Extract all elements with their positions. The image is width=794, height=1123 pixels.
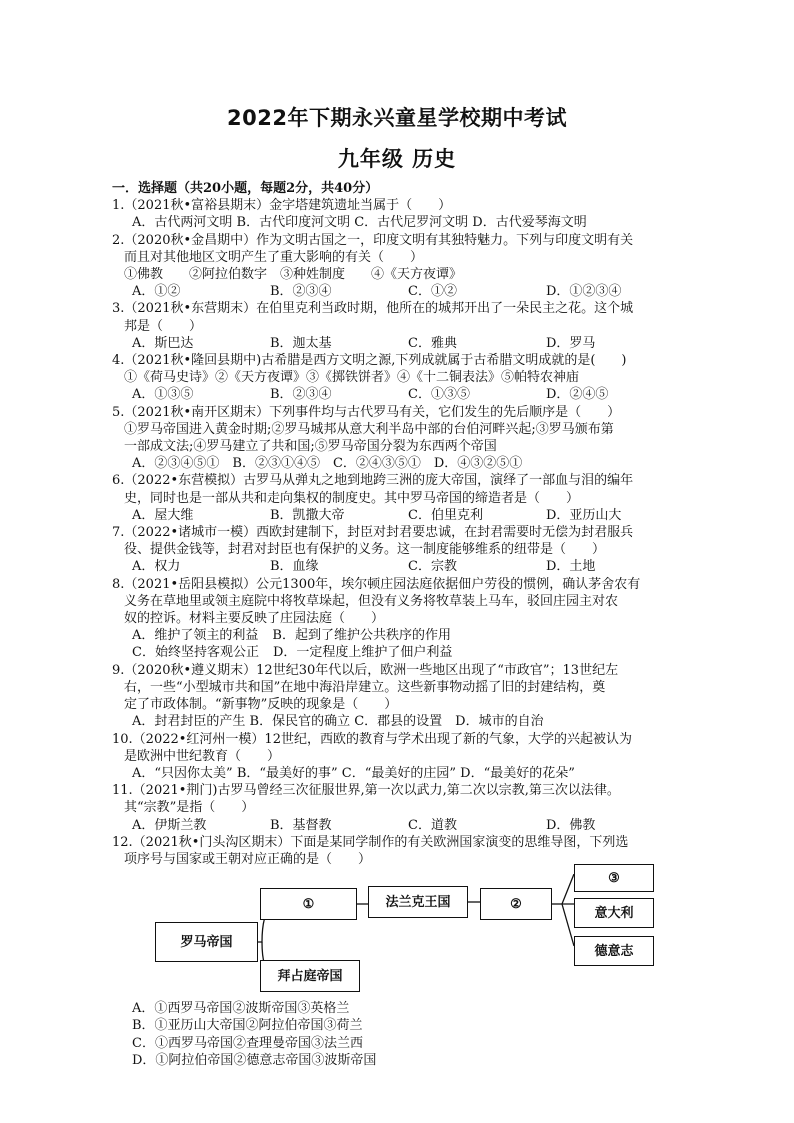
exam-subtitle: 九年级 历史 xyxy=(337,147,457,171)
question-text: 其“宗教”是指（ ） xyxy=(124,800,255,816)
question-8 xyxy=(112,576,697,662)
question-text: 11.（2021•荆门)古罗马曾经三次征服世界,第一次以武力,第二次以宗教,第三次以法律。 xyxy=(112,783,620,799)
question-options xyxy=(112,283,697,300)
question-text: 是欧洲中世纪教育（ ） xyxy=(124,748,281,764)
option-b: B．①亚历山大帝国②阿拉伯帝国③荷兰 xyxy=(132,1018,363,1034)
question-options: A．封君封臣的产生 B．保民官的确立 C．郡县的设置 D．城市的自治 xyxy=(132,714,544,730)
exam-title: 2022年下期永兴童星学校期中考试 xyxy=(227,106,567,130)
question-7 xyxy=(112,524,697,576)
option-b: B．②③④ xyxy=(270,284,332,300)
option-d: D．罗马 xyxy=(546,335,596,351)
option-a: A．斯巴达 xyxy=(132,335,194,351)
question-options xyxy=(112,817,697,834)
option-a: A．屋大维 xyxy=(132,507,194,523)
question-text: 而且对其他地区文明产生了重大影响的有关（ ） xyxy=(124,249,424,265)
option-d: D．亚历山大 xyxy=(546,507,622,523)
question-12 xyxy=(112,834,697,1069)
question-text: 12.（2021秋•门头沟区期末）下面是某同学制作的有关欧洲国家演变的思维导图，下列选 xyxy=(112,834,629,850)
option-a: A．维护了领主的利益 xyxy=(132,628,259,644)
option-a: A．伊斯兰教 xyxy=(132,817,207,833)
question-10 xyxy=(112,731,697,783)
question-options xyxy=(112,335,697,352)
node-byzantine-empire: 拜占庭帝国 xyxy=(260,960,360,992)
question-text: 6.（2022•东营模拟）古罗马从弹丸之地到地跨三洲的庞大帝国，演绎了一部血与泪的编年 xyxy=(112,473,634,489)
node-italy: 意大利 xyxy=(574,898,654,928)
question-text: 10.（2022•红河州一模）12世纪，西欧的教育与学术出现了新的气象，大学的兴起被认为 xyxy=(112,731,632,747)
option-d: D．土地 xyxy=(546,559,596,575)
question-text: 3.（2021秋•东营期末）在伯里克利当政时期，他所在的城邦开出了一朵民主之花。这个城 xyxy=(112,301,634,317)
question-options xyxy=(112,558,697,575)
option-c: C．道教 xyxy=(408,817,457,833)
option-b: B．血缘 xyxy=(270,559,319,575)
question-text: 邦是（ ） xyxy=(124,318,203,334)
option-c: C．伯里克利 xyxy=(408,507,483,523)
section-heading: 一．选择题（共20小题，每题2分，共40分） xyxy=(112,181,379,196)
question-options xyxy=(112,386,697,403)
option-d: D．②④⑤ xyxy=(546,387,609,403)
question-9 xyxy=(112,662,697,731)
question-text: 役、提供金钱等，封君对封臣也有保护的义务。这一制度能够维系的纽带是（ ） xyxy=(124,542,606,558)
option-c: C．始终坚持客观公正 xyxy=(132,645,259,661)
question-text: 一部成文法;④罗马建立了共和国;⑤罗马帝国分裂为东西两个帝国 xyxy=(124,439,497,455)
question-text: 奴的控诉。材料主要反映了庄园法庭（ ） xyxy=(124,611,385,627)
question-text: 4.（2021秋•隆回县期中)古希腊是西方文明之源,下列成就属于古希腊文明成就的是( ) xyxy=(112,353,627,369)
option-a: A．①③⑤ xyxy=(132,387,194,403)
question-options: A．“只因你太美” B．“最美好的事” C．“最美好的庄园” D．“最美好的花朵” xyxy=(132,765,575,781)
option-d: D．一定程度上维护了佃户利益 xyxy=(272,645,453,661)
option-c: C．①③⑤ xyxy=(408,387,470,403)
question-text: 定了市政体制。“新事物”反映的现象是（ ） xyxy=(124,697,398,713)
question-options: A．古代两河文明 B．古代印度河文明 C．古代尼罗河文明 D．古代爱琴海文明 xyxy=(132,215,587,231)
question-3 xyxy=(112,300,697,352)
question-11 xyxy=(112,782,697,834)
question-text: ①佛教 ②阿拉伯数字 ③种姓制度 ④《天方夜谭》 xyxy=(124,267,463,283)
option-c: C．雅典 xyxy=(408,335,457,351)
node-3: ③ xyxy=(574,864,654,892)
question-1 xyxy=(112,197,697,231)
option-b: B．②③④ xyxy=(270,387,332,403)
node-2: ② xyxy=(480,888,552,920)
question-text: 8.（2021•岳阳县模拟）公元1300年，埃尔顿庄园法庭依据佃户劳役的惯例，确认茅舍农有 xyxy=(112,576,641,592)
option-b: B．基督教 xyxy=(270,817,332,833)
question-text: 义务在草地里或领主庭院中将牧草垛起，但没有义务将牧草装上马车，驳回庄园主对农 xyxy=(124,593,619,609)
question-6 xyxy=(112,472,697,524)
question-text: 1.（2021秋•富裕县期末）金字塔建筑遗址当属于（ ） xyxy=(112,198,452,214)
question-text: 2.（2020秋•金昌期中）作为文明古国之一，印度文明有其独特魅力。下列与印度文明有关 xyxy=(112,232,634,248)
node-frankish-kingdom: 法兰克王国 xyxy=(368,886,468,918)
question-text: ①罗马帝国进入黄金时期;②罗马城邦从意大利半岛中部的台伯河畔兴起;③罗马颁布第 xyxy=(124,421,614,437)
option-d: D．佛教 xyxy=(546,817,596,833)
connector-bracket-leaves xyxy=(562,874,574,946)
question-options xyxy=(112,507,697,524)
node-germany: 德意志 xyxy=(574,936,654,966)
option-a: A．①西罗马帝国②波斯帝国③英格兰 xyxy=(132,1001,350,1017)
option-b: B．迦太基 xyxy=(270,335,332,351)
option-c: C．①西罗马帝国②查理曼帝国③法兰西 xyxy=(132,1035,363,1051)
question-text: 史，同时也是一部从共和走向集权的制度史。其中罗马帝国的缔造者是（ ） xyxy=(124,490,580,506)
option-c: C．①② xyxy=(408,284,457,300)
option-b: B．凯撒大帝 xyxy=(270,507,345,523)
option-b: B．起到了维护公共秩序的作用 xyxy=(272,628,451,644)
question-text: 7.（2022•诸城市一模）西欧封建制下，封臣对封君要忠诚，在封君需要时无偿为封君服兵 xyxy=(112,525,634,541)
question-2 xyxy=(112,232,697,301)
question-options xyxy=(112,627,697,644)
question-options xyxy=(112,644,697,661)
option-c: C．宗教 xyxy=(408,559,457,575)
question-text: 右，一些“小型城市共和国”在地中海沿岸建立。这些新事物动摇了旧的封建结构，奠 xyxy=(124,679,606,695)
question-options: A．②③④⑤① B．②③①④⑤ C．②④③⑤① D．④③②⑤① xyxy=(132,456,523,472)
exam-content xyxy=(112,180,697,1069)
question-text: ①《荷马史诗》②《天方夜谭》③《掷铁饼者》④《十二铜表法》⑤帕特农神庙 xyxy=(124,370,580,386)
option-d: D．①阿拉伯帝国②德意志帝国③波斯帝国 xyxy=(132,1052,377,1068)
question-text: 5.（2021秋•南开区期末）下列事件均与古代罗马有关，它们发生的先后顺序是（ ） xyxy=(112,404,621,420)
question-text: 9.（2020秋•遵义期末）12世纪30年代以后，欧洲一些地区出现了“市政官”；13世纪左 xyxy=(112,662,619,678)
question-5 xyxy=(112,404,697,473)
node-1: ① xyxy=(260,888,357,920)
question-text: 项序号与国家或王朝对应正确的是（ ） xyxy=(124,851,372,867)
option-a: A．①② xyxy=(132,284,181,300)
option-d: D．①②③④ xyxy=(546,284,622,300)
question-4 xyxy=(112,352,697,404)
node-roman-empire: 罗马帝国 xyxy=(155,922,258,962)
option-a: A．权力 xyxy=(132,559,181,575)
mind-map-diagram xyxy=(112,870,697,992)
